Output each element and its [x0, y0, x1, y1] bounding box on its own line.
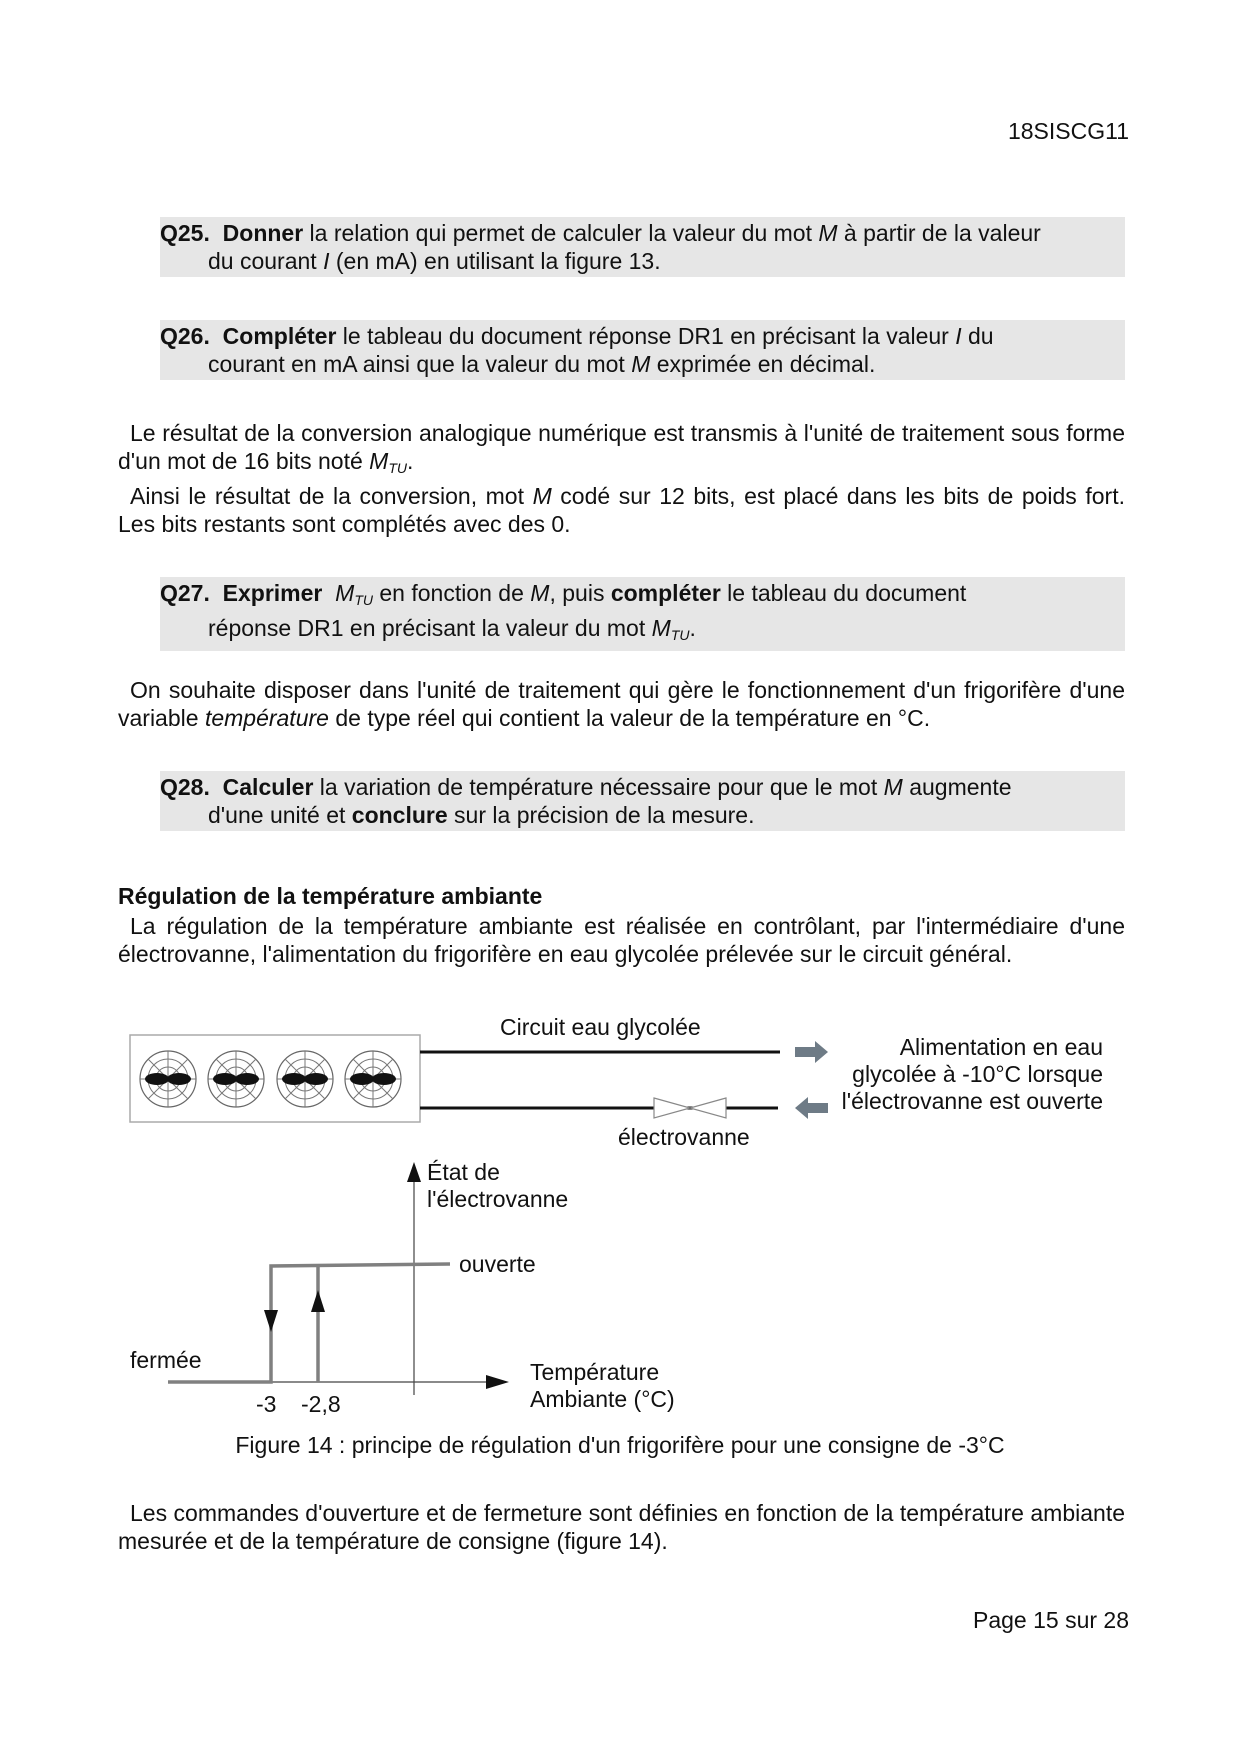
valve-icon [654, 1098, 726, 1118]
figure-regulation-diagram [0, 1010, 1240, 1430]
state-closed-label: fermée [130, 1347, 202, 1373]
question-q27 [160, 577, 1125, 651]
section-title: Régulation de la température ambiante [118, 883, 543, 909]
variable-m: M [335, 580, 355, 606]
subscript-tu: TU [388, 460, 408, 476]
circuit-label: Circuit eau glycolée [500, 1014, 701, 1040]
variable-m: M [651, 615, 671, 641]
paragraph-regulation [118, 912, 1125, 968]
question-text: à partir de la valeur [837, 220, 1041, 246]
figure-caption: Figure 14 : principe de régulation d'un frigorifère pour une consigne de -3°C [235, 1432, 1005, 1458]
paragraph-conversion [118, 419, 1125, 482]
question-text: . [689, 615, 696, 641]
question-text: la relation qui permet de calculer la valeur du mot [303, 220, 819, 246]
down-arrow-icon [264, 1310, 278, 1332]
question-text: d'une unité et [208, 802, 352, 828]
fan-icon [277, 1051, 333, 1107]
paragraph-text: . [407, 448, 414, 474]
variable-temperature: température [204, 705, 329, 731]
flow-in-arrow-icon [795, 1097, 828, 1119]
flow-out-arrow-icon [795, 1041, 828, 1063]
question-text: le tableau du document [720, 580, 967, 606]
tick-label-minus2-8: -2,8 [301, 1391, 341, 1417]
question-text: exprimée en décimal. [650, 351, 876, 377]
valve-label: électrovanne [618, 1124, 750, 1150]
paragraph-commands [118, 1499, 1125, 1555]
paragraph-text: La régulation de la température ambiante est réalisée en contrôlant, par l'intermédiaire d'une électrovanne, l'alimentation du frigorifère en eau glycolée prélevée sur le circuit général. [118, 913, 1125, 967]
question-number: Q27. [160, 580, 210, 606]
question-verb: conclure [351, 802, 448, 828]
y-axis-label-line2: l'électrovanne [427, 1186, 569, 1212]
question-verb: Exprimer [222, 580, 323, 606]
y-axis-arrow-icon [407, 1162, 421, 1182]
question-number: Q25. [160, 220, 210, 246]
question-verb: Compléter [222, 323, 337, 349]
paragraph-variable [118, 676, 1125, 732]
variable-m: M [532, 483, 552, 509]
supply-text-line3: l'électrovanne est ouverte [841, 1088, 1103, 1114]
fan-icon [208, 1051, 264, 1107]
question-verb: Donner [222, 220, 304, 246]
question-text: , puis [549, 580, 611, 606]
y-axis-label-line1: État de [427, 1159, 500, 1185]
x-axis-label-line2: Ambiante (°C) [530, 1386, 675, 1412]
question-text: du [961, 323, 994, 349]
variable-m: M [631, 351, 651, 377]
question-number: Q28. [160, 774, 210, 800]
question-q28 [160, 771, 1125, 831]
variable-i: I [955, 323, 962, 349]
question-text: sur la précision de la mesure. [447, 802, 755, 828]
question-text: du courant [208, 248, 324, 274]
question-text: le tableau du document réponse DR1 en précisant la valeur [336, 323, 956, 349]
question-q26 [160, 320, 1125, 380]
state-open-label: ouverte [459, 1251, 536, 1277]
question-text: réponse DR1 en précisant la valeur du mot [208, 615, 652, 641]
paragraph-text: Les commandes d'ouverture et de fermeture sont définies en fonction de la température ambiante mesurée et de la température de consigne (figure 14). [118, 1500, 1125, 1554]
hysteresis-curve [168, 1264, 450, 1382]
question-text: augmente [902, 774, 1012, 800]
variable-m: M [530, 580, 550, 606]
question-text: la variation de température nécessaire pour que le mot [313, 774, 884, 800]
page-number: Page 15 sur 28 [972, 1607, 1129, 1633]
paragraph-text: codé sur 12 bits, est placé dans les bits de poids fort. Les bits restants sont complétés avec des 0. [118, 483, 1125, 537]
x-axis-label-line1: Température [530, 1359, 660, 1385]
supply-text-line2: glycolée à -10°C lorsque [852, 1061, 1103, 1087]
tick-label-minus3: -3 [256, 1391, 277, 1417]
fan-icon [140, 1051, 196, 1107]
paragraph-text: Le résultat de la conversion analogique numérique est transmis à l'unité de traitement sous forme d'un mot de 16 bits noté [118, 420, 1125, 474]
paragraph-text: Ainsi le résultat de la conversion, mot [130, 483, 533, 509]
paragraph-bits [118, 482, 1125, 538]
supply-text-line1: Alimentation en eau [899, 1034, 1103, 1060]
x-axis-arrow-icon [486, 1375, 509, 1389]
fan-icon [345, 1051, 401, 1107]
question-q25 [160, 217, 1125, 277]
up-arrow-icon [311, 1290, 325, 1312]
question-verb: compléter [610, 580, 721, 606]
question-number: Q26. [160, 323, 210, 349]
paragraph-text: On souhaite disposer dans l'unité de traitement qui gère le fonctionnement d'un frigorifère d'une variable [118, 677, 1125, 731]
question-text: (en mA) en utilisant la figure 13. [329, 248, 661, 274]
variable-m: M [369, 448, 389, 474]
document-code: 18SISCG11 [1007, 118, 1129, 144]
variable-m: M [883, 774, 903, 800]
subscript-tu: TU [670, 627, 690, 643]
question-text: en fonction de [373, 580, 531, 606]
question-verb: Calculer [222, 774, 314, 800]
question-text: courant en mA ainsi que la valeur du mot [208, 351, 632, 377]
variable-i: I [323, 248, 330, 274]
subscript-tu: TU [354, 592, 373, 608]
variable-m: M [818, 220, 838, 246]
paragraph-text: de type réel qui contient la valeur de la température en °C. [328, 705, 931, 731]
